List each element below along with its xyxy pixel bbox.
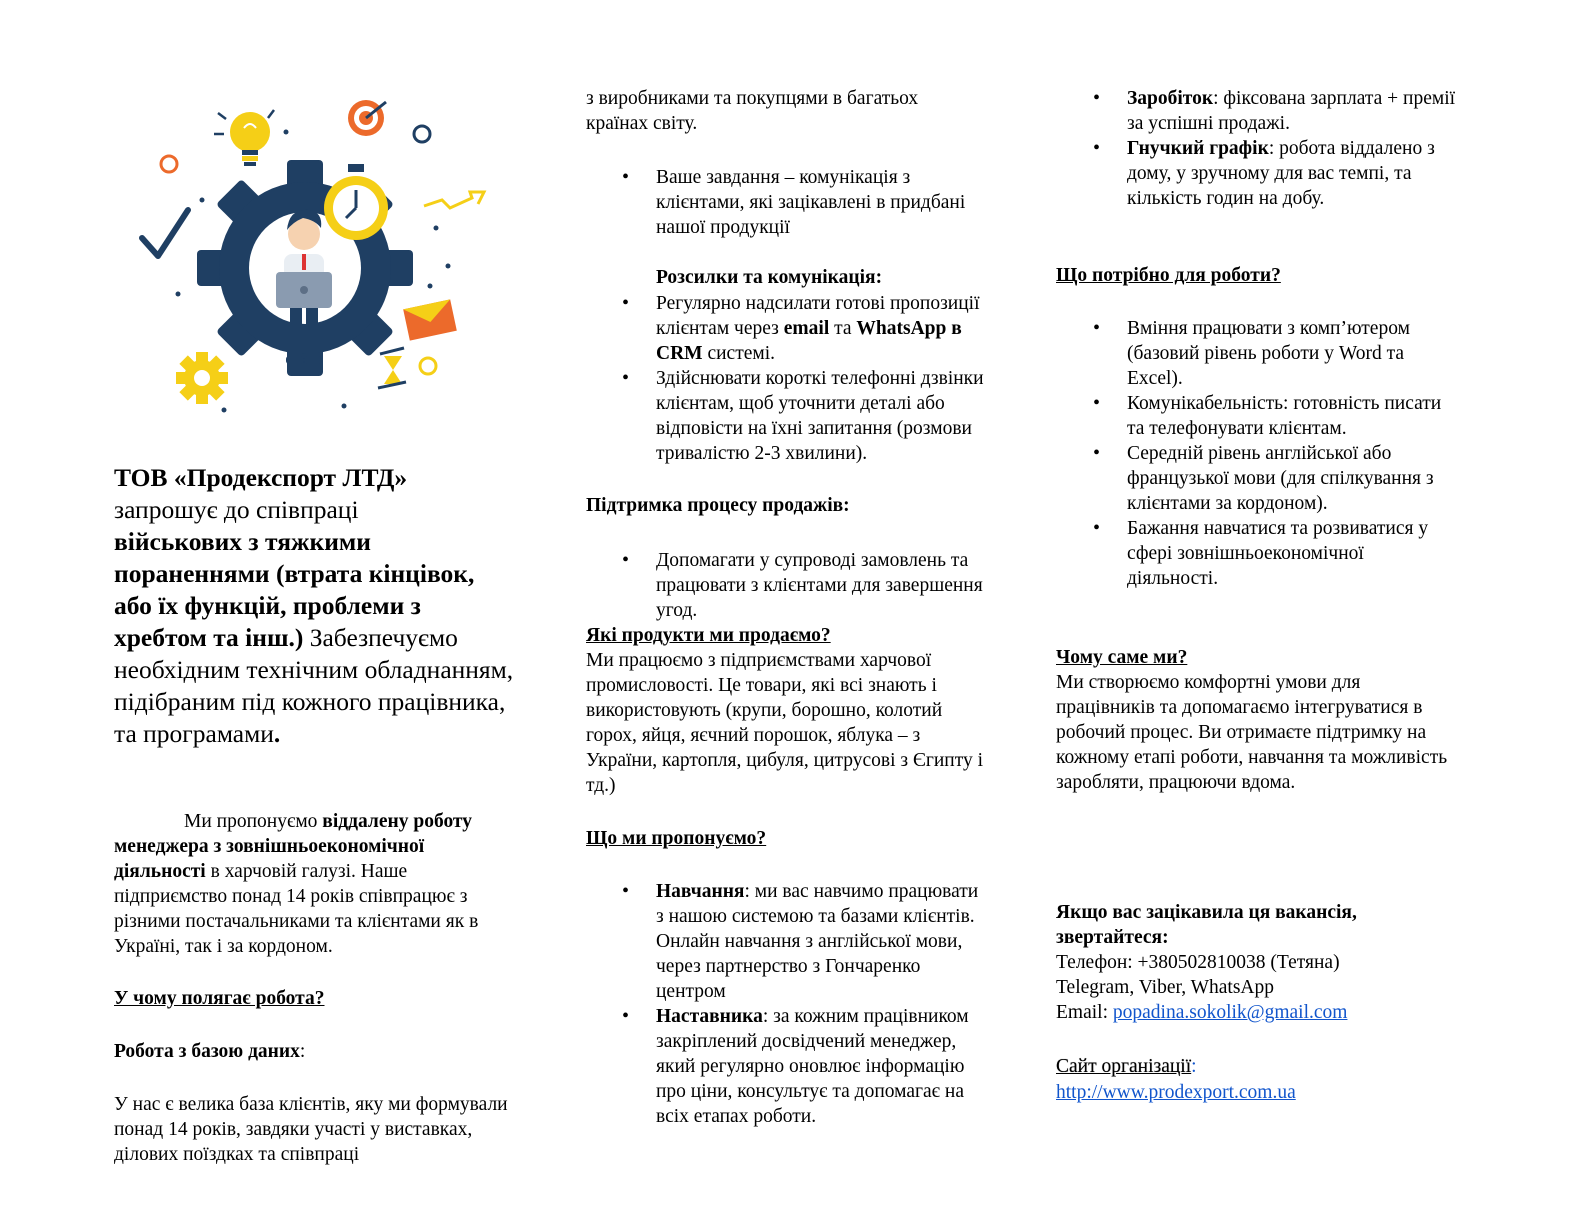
site-url-line (1056, 1080, 1296, 1105)
offer-paragraph (114, 809, 510, 959)
stopwatch-icon (324, 164, 388, 240)
company-name: ТОВ «Продекспорт ЛТД» (114, 463, 408, 492)
lightbulb-icon (214, 110, 274, 166)
list-item: • Допомагати у супроводі замовлень та працювати з клієнтами для завершення угод. (586, 548, 986, 623)
contact-email-line (1056, 1000, 1347, 1025)
contact-phone: Телефон: +380502810038 (Тетяна) (1056, 952, 1340, 973)
offer-rest: в харчовій галузі. Наше підприємство понад 14 років співпрацює з різними постачальниками та клієнтами як в Україні, так і за кордоном. (114, 861, 479, 957)
sales-list (586, 548, 986, 623)
list-item: • Бажання навчатися та розвиватися у сфері зовнішньоекономічної діяльності. (1056, 516, 1458, 591)
products-heading: Які продукти ми продаємо? (586, 625, 831, 646)
continuation-text: з виробниками та покупцями в багатьох країнах світу. (586, 88, 919, 134)
offer-list (586, 879, 988, 1129)
site-heading (1056, 1054, 1197, 1079)
list-item (586, 1004, 988, 1129)
task-list (586, 165, 986, 240)
list-item (1056, 136, 1456, 211)
site-label: Сайт організації (1056, 1056, 1192, 1077)
target-icon (348, 100, 386, 136)
hourglass-icon (378, 348, 406, 388)
list-item (586, 879, 988, 1004)
list-item: • Вміння працювати з комп’ютером (базовий рівень роботи у Word та Excel). (1056, 316, 1458, 391)
offer-heading: Що ми пропонуємо? (586, 828, 767, 849)
invite-text: запрошує до співпраці (114, 495, 359, 524)
mentor-label: Наставника (656, 1006, 763, 1027)
req-heading: Що потрібно для роботи? (1056, 265, 1281, 286)
list-item (1056, 86, 1456, 136)
mentor-text: : за кожним працівником закріплений досвідчений менеджер, який регулярно оновлює інформацію про ціни, консультує та допомагає на всіх етапах роботи. (656, 1006, 969, 1127)
mail-bullet1-and: та (834, 318, 852, 339)
mail-bullet1-email: email (783, 318, 830, 339)
email-label: Email: (1056, 1002, 1108, 1023)
flex-text: : робота віддалено з дому, у зручному для вас темпі, та кількість годин на добу. (1127, 138, 1435, 209)
offer-lead: Ми пропонуємо (184, 811, 318, 832)
earn-label: Заробіток (1127, 88, 1214, 109)
contact-messengers: Telegram, Viber, WhatsApp (1056, 977, 1274, 998)
list-item: • Ваше завдання – комунікація з клієнтами, які зацікавлені в придбані нашої продукції (586, 165, 986, 240)
flex-label: Гнучкий графік (1127, 138, 1269, 159)
mail-heading: Розсилки та комунікація: (656, 267, 883, 288)
mail-bullet1-end: системі. (707, 343, 776, 364)
small-gear-icon (176, 352, 228, 404)
earn-text: : фіксована зарплата + премії за успішні продажі. (1127, 88, 1456, 134)
sales-heading: Підтримка процесу продажів: (586, 495, 850, 516)
list-item: • Комунікабельність: готовність писати та телефонувати клієнтам. (1056, 391, 1458, 441)
req-list (1056, 316, 1458, 591)
intro-paragraph (114, 462, 514, 750)
envelope-icon (403, 299, 457, 340)
provide-dot: . (273, 719, 281, 748)
illustration (134, 88, 504, 428)
db-label: Робота з базою даних (114, 1041, 300, 1062)
mail-list (586, 291, 986, 466)
list-item (586, 291, 986, 366)
mail-bullet1-text: Регулярно надсилати готові пропозиції клієнтам через (656, 293, 980, 339)
heading-work: У чому полягає робота? (114, 988, 325, 1009)
email-link[interactable]: popadina.sokolik@gmail.com (1112, 1002, 1348, 1023)
offer-bold: віддалену роботу менеджера з зовнішньоекономічної діяльності (114, 811, 473, 882)
zigzag-arrow-icon (424, 192, 484, 208)
checkmark-icon (142, 210, 188, 256)
laptop-icon (276, 272, 332, 308)
why-heading: Чому саме ми? (1056, 647, 1188, 668)
site-colon: : (1191, 1056, 1197, 1077)
contact-heading: Якщо вас зацікавила ця вакансія, звертайтеся: (1056, 902, 1357, 948)
list-item: • Здійснювати короткі телефонні дзвінки клієнтам, щоб уточнити деталі або відповісти на їхні запитання (розмови тривалістю 2-3 хвилини). (586, 366, 986, 466)
db-paragraph: У нас є велика база клієнтів, яку ми формували понад 14 років, завдяки участі у виставках, ділових поїздках та співпраці (114, 1094, 508, 1165)
mail-bullet1-whatsapp: WhatsApp в CRM (656, 318, 962, 364)
why-paragraph: Ми створюємо комфортні умови для працівників та допомагаємо інтегруватися в робочий процес. Ви отримаєте підтримку на кожному етапі роботи, навчання та можливість заробляти, працюючи вдома. (1056, 672, 1448, 793)
db-colon: : (299, 1041, 306, 1062)
list-item: • Середній рівень англійської або французької мови (для спілкування з клієнтами за кордоном). (1056, 441, 1458, 516)
provide-text: Забезпечуємо необхідним технічним обладнанням, підібраним під кожного працівника, та програмами (114, 623, 514, 748)
benefits-list (1056, 86, 1456, 211)
products-paragraph: Ми працюємо з підприємствами харчової промисловості. Це товари, які всі знають і використовують (крупи, борошно, колотий горох, яйця, яєчний порошок, яблука – з України, картопля, цибуля, цитрусові з Єгипту і тд.) (586, 650, 984, 796)
train-text: : ми вас навчимо працювати з нашою системою та базами клієнтів. Онлайн навчання з англійської мови, через партнерство з Гончаренко центром (656, 881, 979, 1002)
target-group: військових з тяжкими пораненнями (втрата кінцівок, або їх функцій, проблеми з хребтом та інш.) (114, 527, 475, 652)
site-link[interactable]: http://www.prodexport.com.ua (1056, 1082, 1296, 1103)
train-label: Навчання (656, 881, 745, 902)
db-heading (114, 1039, 305, 1064)
